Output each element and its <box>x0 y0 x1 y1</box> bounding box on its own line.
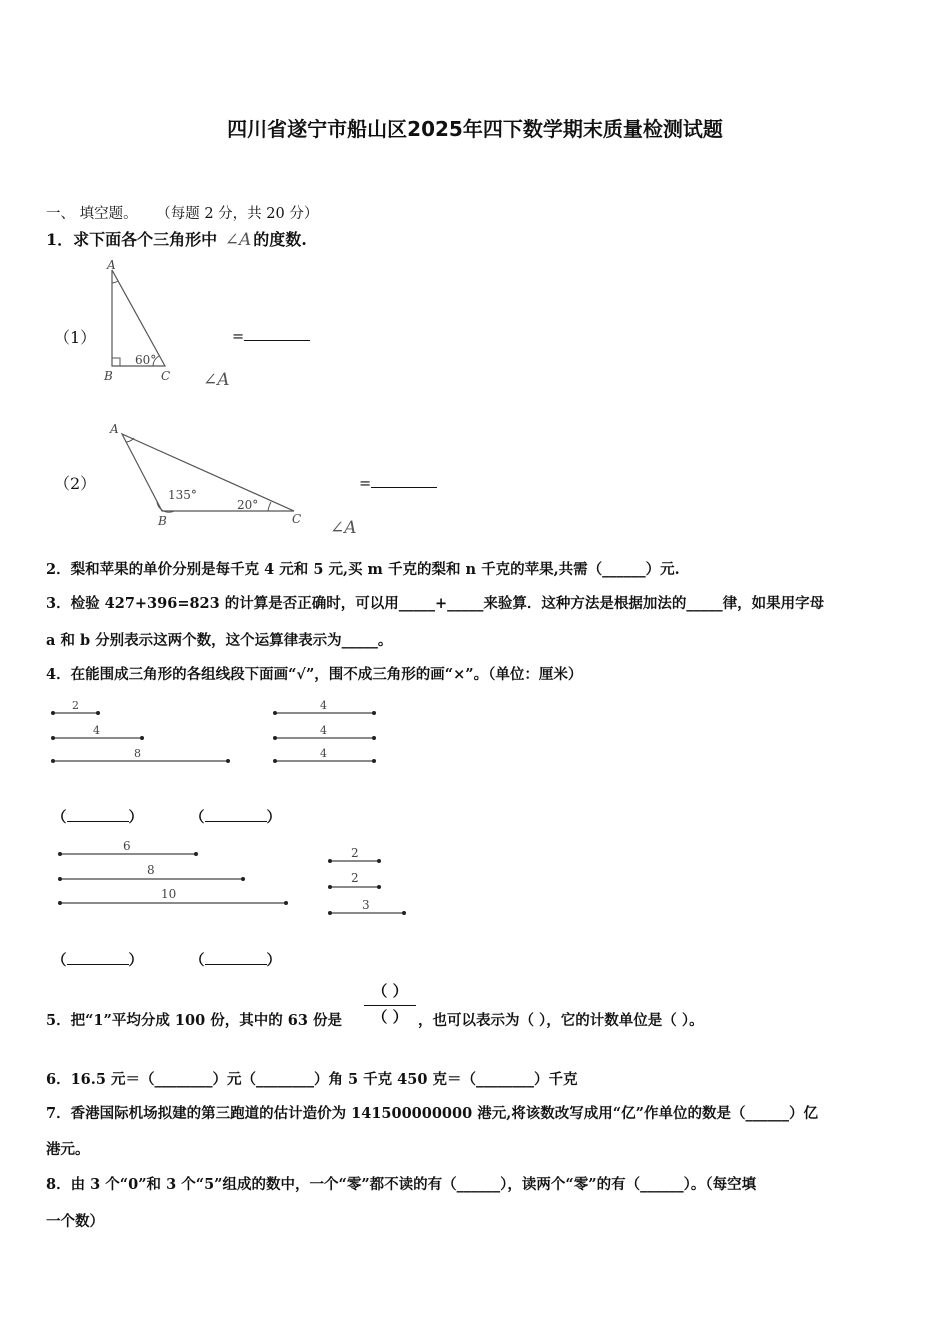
angle-a-label: ∠A <box>203 370 230 390</box>
q4-answer-4: （ ） <box>190 952 281 969</box>
section-points: （每题 2 分，共 20 分） <box>156 206 319 222</box>
segment-length-label: 2 <box>351 871 359 885</box>
q1-part2-answer <box>359 473 437 492</box>
triangle-1-figure <box>95 255 195 385</box>
question-1 <box>46 227 307 250</box>
vertex-b-label: B <box>158 514 167 528</box>
angle-c-arc <box>268 502 271 511</box>
section-heading <box>46 202 318 223</box>
segment-length-label: 8 <box>134 747 141 760</box>
q1-text: 1．求下面各个三角形中 <box>46 230 218 249</box>
angle-c-value: 20° <box>237 498 259 512</box>
page-title: 四川省遂宁市船山区2025年四下数学期末质量检测试题 <box>227 117 723 141</box>
triangle-2-shape <box>122 434 294 511</box>
equals-sign: = <box>359 476 372 492</box>
vertex-c-label: C <box>161 369 171 383</box>
angle-a-label: ∠A <box>330 518 357 538</box>
answer-blank[interactable] <box>205 807 267 822</box>
vertex-a-label: A <box>110 422 119 436</box>
q4-answer-2: （ ） <box>190 809 281 826</box>
question-3-line2: a 和 b 分别表示这两个数，这个运算律表示为_____。 <box>46 632 393 649</box>
q1-angle-symbol: ∠A <box>224 230 252 250</box>
fraction-numerator[interactable]: （ ） <box>372 982 408 1000</box>
question-8-line2: 一个数） <box>46 1213 104 1230</box>
right-angle-mark <box>112 358 120 366</box>
equals-sign: = <box>232 329 245 345</box>
question-8-line1: 8．由 3 个“0”和 3 个“5”组成的数中，一个“零”都不读的有（______），读两个“零”的有（______）。（每空填 <box>46 1176 757 1193</box>
q1-text-after: 的度数. <box>253 230 307 249</box>
segment-length-label: 3 <box>362 898 370 912</box>
question-7-line2: 港元。 <box>46 1141 90 1158</box>
segment-group-2 <box>273 699 376 763</box>
q4-answer-1: （ ） <box>52 809 143 826</box>
angle-a-arc <box>112 281 118 283</box>
q4-answer-3: （ ） <box>52 952 143 969</box>
answer-blank[interactable] <box>67 807 129 822</box>
segment-length-label: 6 <box>123 839 131 853</box>
q1-part2-label: （2） <box>54 474 97 493</box>
question-5-text: 5．把“1”平均分成 100 份，其中的 63 份是 <box>46 1012 342 1029</box>
segment-length-label: 2 <box>72 699 79 712</box>
question-7-line1: 7．香港国际机场拟建的第三跑道的估计造价为 141500000000 港元,将该数改写成用“亿”作单位的数是（______）亿 <box>46 1105 818 1122</box>
segment-length-label: 4 <box>320 724 327 737</box>
segment-length-label: 4 <box>320 699 327 712</box>
segment-length-label: 4 <box>320 747 327 760</box>
fraction-denominator[interactable]: （ ） <box>372 1008 408 1026</box>
vertex-c-label: C <box>292 512 302 526</box>
answer-blank[interactable] <box>67 950 129 965</box>
answer-blank[interactable] <box>371 473 437 488</box>
angle-b-value: 135° <box>168 488 197 502</box>
segment-group-4 <box>328 846 406 915</box>
section-title: 一、 填空题。 <box>46 206 138 222</box>
q1-part1-label: （1） <box>54 328 97 347</box>
segment-group-3 <box>58 839 288 905</box>
question-5-text-after: ，也可以表示为（ ），它的计数单位是（ ）。 <box>418 1012 704 1029</box>
triangle-2-figure <box>100 418 320 533</box>
segment-length-label: 2 <box>351 846 359 860</box>
question-2: 2．梨和苹果的单价分别是每千克 4 元和 5 元,买 m 千克的梨和 n 千克的苹果,共需（______）元. <box>46 561 680 578</box>
segment-length-label: 8 <box>147 863 155 877</box>
q1-part1-answer <box>232 326 310 345</box>
fraction <box>362 980 418 1027</box>
segment-length-label: 10 <box>161 887 177 901</box>
question-4: 4．在能围成三角形的各组线段下面画“√”，围不成三角形的画“×”。（单位：厘米） <box>46 666 583 683</box>
segment-group-1 <box>51 699 230 763</box>
answer-blank[interactable] <box>244 326 310 341</box>
angle-a-arc <box>126 438 134 442</box>
answer-blank[interactable] <box>205 950 267 965</box>
question-6: 6．16.5 元＝（________）元（________）角 5 千克 450 克＝（________）千克 <box>46 1071 578 1088</box>
angle-c-value: 60° <box>135 353 157 367</box>
segment-length-label: 4 <box>93 724 100 737</box>
vertex-b-label: B <box>104 369 113 383</box>
question-3-line1: 3．检验 427+396=823 的计算是否正确时，可以用_____+_____来验算．这种方法是根据加法的_____律，如果用字母 <box>46 595 825 612</box>
triangle-1-shape <box>112 270 165 366</box>
vertex-a-label: A <box>107 258 116 272</box>
